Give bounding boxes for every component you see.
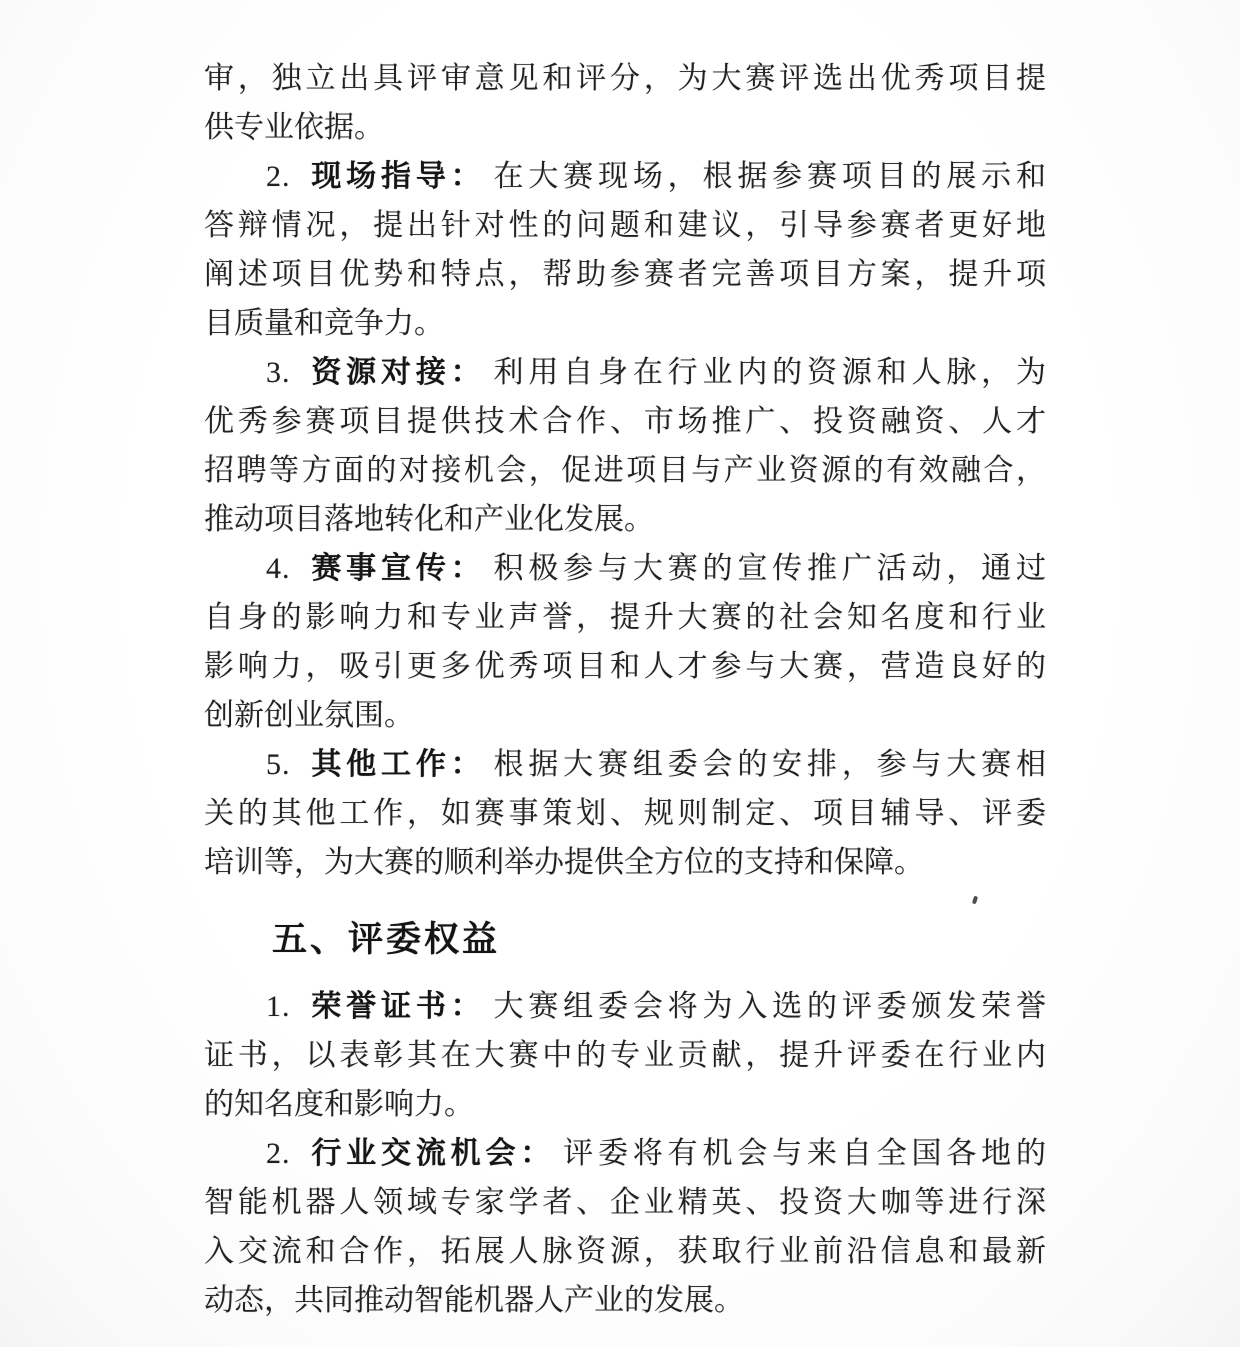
text-line [204, 495, 1046, 544]
line-text: 影响力，吸引更多优秀项目和人才参与大赛，营造良好的 [204, 650, 1046, 683]
line-text: 评委将有机会与来自全国各地的 [563, 1137, 1047, 1170]
text-line [204, 1227, 1046, 1276]
text-line [204, 152, 1046, 201]
text-line [204, 201, 1046, 250]
line-text: 招聘等方面的对接机会，促进项目与产业资源的有效融合， [204, 454, 1046, 487]
item-number: 5. [266, 748, 291, 781]
item-label: 行业交流机会： [306, 1137, 556, 1170]
text-line [204, 446, 1046, 495]
line-text: 关的其他工作，如赛事策划、规则制定、项目辅导、评委 [204, 797, 1046, 830]
item-label: 其他工作： [306, 748, 486, 781]
item-number: 2. [266, 1137, 291, 1170]
text-line [204, 348, 1046, 397]
paragraph [204, 348, 1046, 544]
line-text: 答辩情况，提出针对性的问题和建议，引导参赛者更好地 [204, 209, 1046, 242]
line-text: 智能机器人领域专家学者、企业精英、投资大咖等进行深 [204, 1186, 1046, 1219]
document-body [204, 54, 1046, 1325]
text-line [204, 250, 1046, 299]
line-text: 证书，以表彰其在大赛中的专业贡献，提升评委在行业内 [204, 1039, 1046, 1072]
line-text: 优秀参赛项目提供技术合作、市场推广、投资融资、人才 [204, 405, 1046, 438]
line-text: 大赛组委会将为入选的评委颁发荣誉 [493, 990, 1046, 1023]
line-text: 创新创业氛围。 [204, 699, 414, 732]
text-line [204, 642, 1046, 691]
line-text: 根据大赛组委会的安排，参与大赛相 [493, 748, 1046, 781]
paragraph [204, 152, 1046, 348]
line-text: 培训等，为大赛的顺利举办提供全方位的支持和保障。 [204, 846, 924, 879]
paragraph [204, 740, 1046, 887]
text-line [204, 103, 1046, 152]
text-line [204, 838, 1046, 887]
line-text: 自身的影响力和专业声誉，提升大赛的社会知名度和行业 [204, 601, 1046, 634]
item-number: 4. [266, 552, 291, 585]
text-line [204, 691, 1046, 740]
line-text: 推动项目落地转化和产业化发展。 [204, 503, 654, 536]
text-line [204, 1129, 1046, 1178]
paragraph [204, 1129, 1046, 1325]
line-text: 利用自身在行业内的资源和人脉，为 [493, 356, 1046, 389]
text-line [204, 299, 1046, 348]
paragraph [204, 54, 1046, 152]
line-text: 目质量和竞争力。 [204, 307, 444, 340]
text-line [204, 789, 1046, 838]
text-line [204, 1276, 1046, 1325]
line-text: 动态，共同推动智能机器人产业的发展。 [204, 1284, 744, 1317]
text-line [204, 1031, 1046, 1080]
section-heading: 五、评委权益 [272, 920, 501, 959]
text-line [204, 397, 1046, 446]
text-line [204, 1178, 1046, 1227]
item-number: 3. [266, 356, 291, 389]
paragraph [204, 982, 1046, 1129]
text-line [204, 1080, 1046, 1129]
paragraph [204, 544, 1046, 740]
line-text: 阐述项目优势和特点，帮助参赛者完善项目方案，提升项 [204, 258, 1046, 291]
item-number: 1. [266, 990, 291, 1023]
text-line [204, 593, 1046, 642]
item-label: 荣誉证书： [306, 990, 486, 1023]
item-number: 2. [266, 160, 291, 193]
line-text: 审，独立出具评审意见和评分，为大赛评选出优秀项目提 [204, 62, 1046, 95]
text-line [204, 54, 1046, 103]
item-label: 资源对接： [306, 356, 486, 389]
line-text: 供专业依据。 [204, 111, 384, 144]
item-label: 现场指导： [306, 160, 486, 193]
line-text: 在大赛现场，根据参赛项目的展示和 [493, 160, 1046, 193]
line-text: 的知名度和影响力。 [204, 1088, 474, 1121]
text-line [204, 740, 1046, 789]
text-line [204, 982, 1046, 1031]
line-text: 入交流和合作，拓展人脉资源，获取行业前沿信息和最新 [204, 1235, 1046, 1268]
text-line [204, 544, 1046, 593]
item-label: 赛事宣传： [306, 552, 486, 585]
line-text: 积极参与大赛的宣传推广活动，通过 [493, 552, 1046, 585]
